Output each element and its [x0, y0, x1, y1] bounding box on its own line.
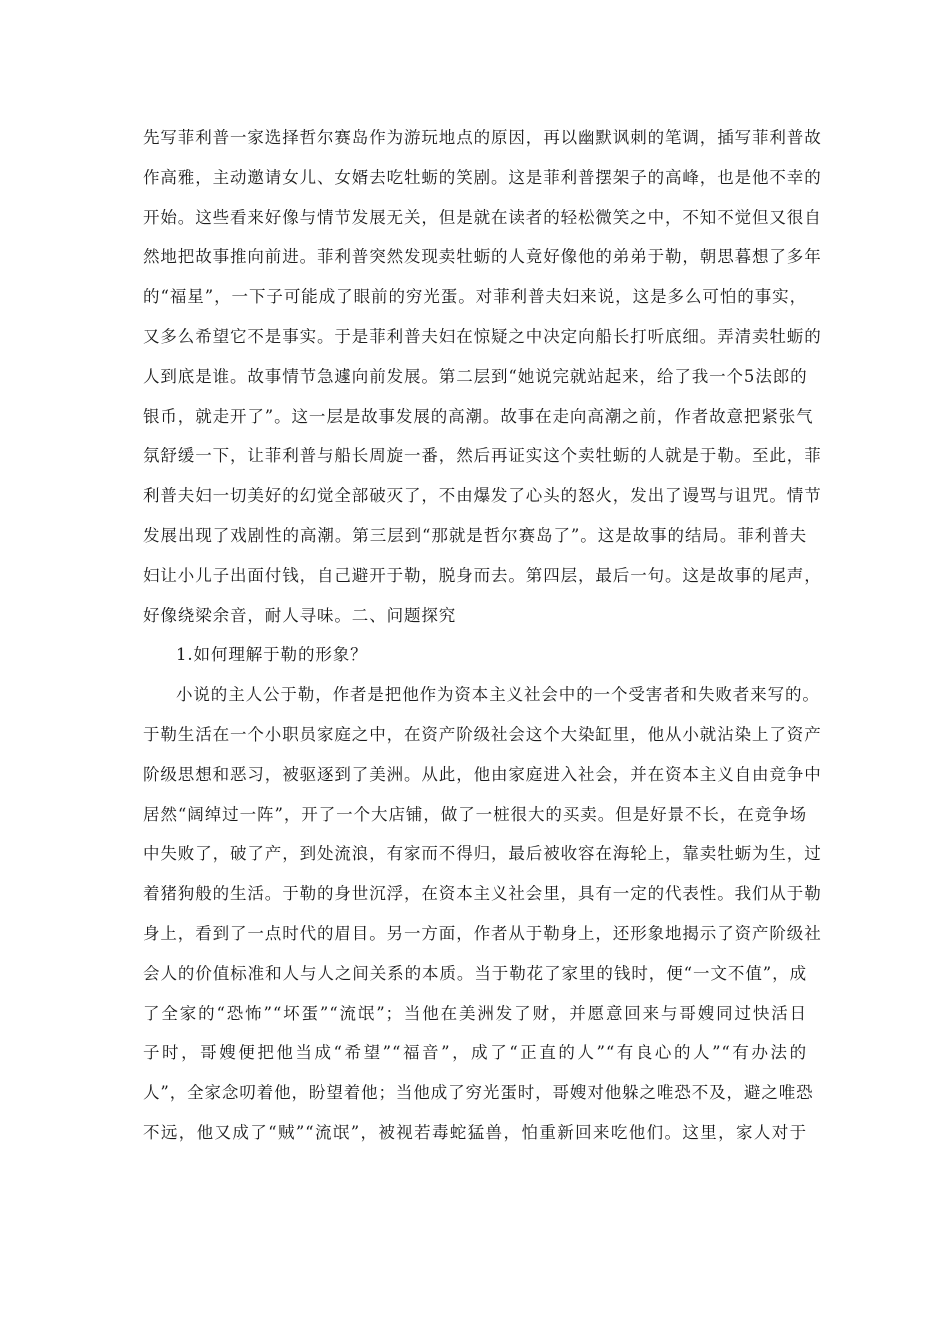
text-line: 的“福星”，一下子可能成了眼前的穷光蛋。对菲利普夫妇来说，这是多么可怕的事实，: [143, 287, 807, 307]
text-line: 先写菲利普一家选择哲尔赛岛作为游玩地点的原因，再以幽默讽刺的笔调，插写菲利普故: [143, 128, 822, 147]
text-line: 作高雅，主动邀请女儿、女婿去吃牡蛎的笑剧。这是菲利普摆架子的高峰，也是他不幸的: [143, 167, 822, 187]
text-line: 阶级思想和恶习，被驱逐到了美洲。从此，他由家庭进入社会，并在资本主义自由竞争中: [143, 764, 822, 784]
text-line: 中失败了，破了产，到处流浪，有家而不得归，最后被收容在海轮上，靠卖牡蛎为生，过: [143, 844, 822, 864]
text-line: 1.如何理解于勒的形象？: [176, 645, 368, 665]
text-line: 人到底是谁。故事情节急遽向前发展。第二层到“她说完就站起来，给了我一个5法郎的: [143, 366, 808, 386]
text-line: 然地把故事推向前进。菲利普突然发现卖牡蛎的人竟好像他的弟弟于勒，朝思暮想了多年: [143, 247, 822, 267]
text-line: 开始。这些看来好像与情节发展无关，但是就在读者的轻松微笑之中，不知不觉但又很自: [143, 207, 822, 227]
text-line: 不远，他又成了“贼”“流氓”，被视若毒蛇猛兽，怕重新回来吃他们。这里，家人对于: [143, 1122, 807, 1142]
text-line: 氛舒缓一下，让菲利普与船长周旋一番，然后再证实这个卖牡蛎的人就是于勒。至此，菲: [143, 446, 822, 466]
document-body: [143, 118, 822, 1153]
text-line: 好像绕梁余音，耐人寻味。二、问题探究: [143, 605, 457, 625]
text-line: 居然“阔绰过一阵”，开了一个大店铺，做了一桩很大的买卖。但是好景不长，在竞争场: [143, 804, 807, 824]
text-line: 人”，全家念叨着他，盼望着他；当他成了穷光蛋时，哥嫂对他躲之唯恐不及，避之唯恐: [143, 1083, 814, 1103]
text-line: 小说的主人公于勒，作者是把他作为资本主义社会中的一个受害者和失败者来写的。: [176, 685, 820, 705]
text-line: 又多么希望它不是事实。于是菲利普夫妇在惊疑之中决定向船长打听底细。弄清卖牡蛎的: [143, 326, 822, 346]
text-line: 发展出现了戏剧性的高潮。第三层到“那就是哲尔赛岛了”。这是故事的结局。菲利普夫: [143, 525, 807, 545]
text-line: 着猪狗般的生活。于勒的身世沉浮，在资本主义社会里，具有一定的代表性。我们从于勒: [143, 884, 822, 904]
text-line: 身上，看到了一点时代的眉目。另一方面，作者从于勒身上，还形象地揭示了资产阶级社: [143, 923, 822, 943]
text-line: 会人的价值标准和人与人之间关系的本质。当于勒花了家里的钱时，便“一文不值”，成: [143, 963, 807, 983]
text-line: 于勒生活在一个小职员家庭之中，在资产阶级社会这个大染缸里，他从小就沾染上了资产: [143, 724, 822, 744]
text-line: 了全家的“恐怖”“坏蛋”“流氓”；当他在美洲发了财，并愿意回来与哥嫂同过快活日: [143, 1003, 807, 1023]
text-line: 银币，就走开了”。这一层是故事发展的高潮。故事在走向高潮之前，作者故意把紧张气: [143, 406, 814, 426]
text-line: 利普夫妇一切美好的幻觉全部破灭了，不由爆发了心头的怒火，发出了谩骂与诅咒。情节: [143, 486, 822, 506]
text-line: 子时，哥嫂便把他当成“希望”“福音”，成了“正直的人”“有良心的人”“有办法的: [143, 1043, 807, 1063]
text-line: 妇让小儿子出面付钱，自己避开于勒，脱身而去。第四层，最后一句。这是故事的尾声，: [143, 565, 822, 585]
